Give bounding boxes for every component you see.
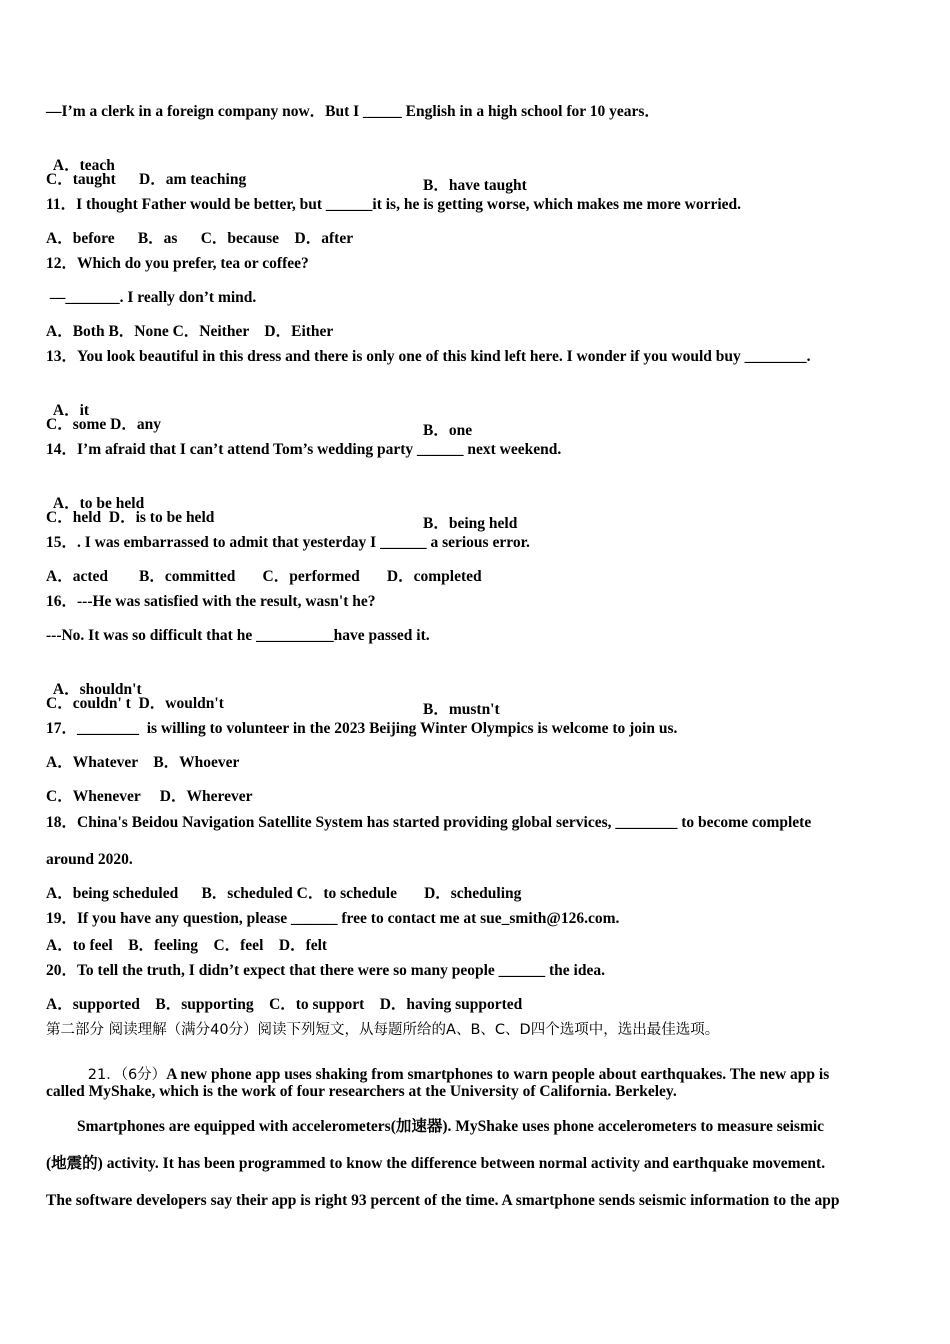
option-a: A．shouldn't — [52, 681, 142, 698]
question-16-stem: 16．---He was satisfied with the result, wasn't he? — [46, 593, 376, 610]
question-15-stem: 15．. I was embarrassed to admit that yesterday I ______ a serious error. — [46, 534, 530, 551]
question-13-options-ab — [46, 381, 906, 441]
passage-line-2: called MyShake, which is the work of four researchers at the University of California. Berkeley. — [46, 1083, 677, 1100]
question-11-stem: 11．I thought Father would be better, but ______it is, he is getting worse, which makes me more worried. — [46, 196, 742, 213]
question-17-stem: 17．________ is willing to volunteer in the 2023 Beijing Winter Olympics is welcome to join us. — [46, 720, 678, 737]
option-a: A．it — [52, 402, 90, 419]
option-b: B．being held — [423, 515, 518, 532]
question-10-stem: —I’m a clerk in a foreign company now．But I _____ English in a high school for 10 years． — [46, 103, 660, 120]
question-17-options-ab: A．Whatever B．Whoever — [46, 754, 240, 771]
passage-line-1 — [80, 1045, 829, 1085]
question-21-number: 21．（6分） — [87, 1067, 167, 1083]
question-10-options-cd: C．taught D．am teaching — [46, 171, 247, 188]
question-18-stem-continued: around 2020. — [46, 851, 133, 868]
option-b: B．have taught — [423, 177, 527, 194]
passage-line-5: The software developers say their app is right 93 percent of the time. A smartphone sends seismic information to the app — [46, 1192, 840, 1209]
passage-line-4: (地震的) activity. It has been programmed to know the difference between normal activity and earthquake movement. — [46, 1155, 826, 1172]
question-15-options: A．acted B．committed C．performed D．completed — [46, 568, 482, 585]
question-18-options: A．being scheduled B．scheduled C．to schedule D．scheduling — [46, 885, 522, 902]
question-17-options-cd: C．Whenever D．Wherever — [46, 788, 253, 805]
question-14-options-cd: C．held D．is to be held — [46, 509, 215, 526]
question-20-stem: 20．To tell the truth, I didn’t expect that there were so many people ______ the idea. — [46, 962, 605, 979]
question-14-stem: 14．I’m afraid that I can’t attend Tom’s wedding party ______ next weekend. — [46, 441, 562, 458]
question-19-stem: 19．If you have any question, please ______ free to contact me at sue_smith@126.com. — [46, 910, 620, 927]
question-12-reply: —_______. I really don’t mind. — [46, 289, 257, 306]
question-12-options: A．Both B．None C．Neither D．Either — [46, 323, 334, 340]
option-b: B．one — [423, 422, 473, 439]
question-18-stem: 18．China's Beidou Navigation Satellite System has started providing global services, ________ to become complete — [46, 814, 812, 831]
option-a: A．to be held — [52, 495, 145, 512]
question-12-stem: 12．Which do you prefer, tea or coffee? — [46, 255, 309, 272]
section-2-heading: 第二部分 阅读理解（满分40分）阅读下列短文，从每题所给的A、B、C、D四个选项中，选出最佳选项。 — [46, 1022, 720, 1038]
question-13-options-cd: C．some D．any — [46, 416, 161, 433]
option-a: A．teach — [52, 157, 115, 174]
question-11-options: A．before B．as C．because D．after — [46, 230, 354, 247]
question-19-options: A．to feel B．feeling C．feel D．felt — [46, 937, 328, 954]
question-20-options: A．supported B．supporting C．to support D．having supported — [46, 996, 523, 1013]
passage-line-1-text: A new phone app uses shaking from smartphones to warn people about earthquakes. The new app is — [166, 1066, 830, 1083]
passage-line-3: Smartphones are equipped with accelerometers(加速器). MyShake uses phone accelerometers to measure seismic — [46, 1118, 825, 1135]
question-13-stem: 13．You look beautiful in this dress and there is only one of this kind left here. I wonder if you would buy ________. — [46, 348, 811, 365]
question-16-options-cd: C．couldn' t D．wouldn't — [46, 695, 224, 712]
option-b: B．mustn't — [423, 701, 500, 718]
question-16-reply: ---No. It was so difficult that he __________have passed it. — [46, 627, 430, 644]
